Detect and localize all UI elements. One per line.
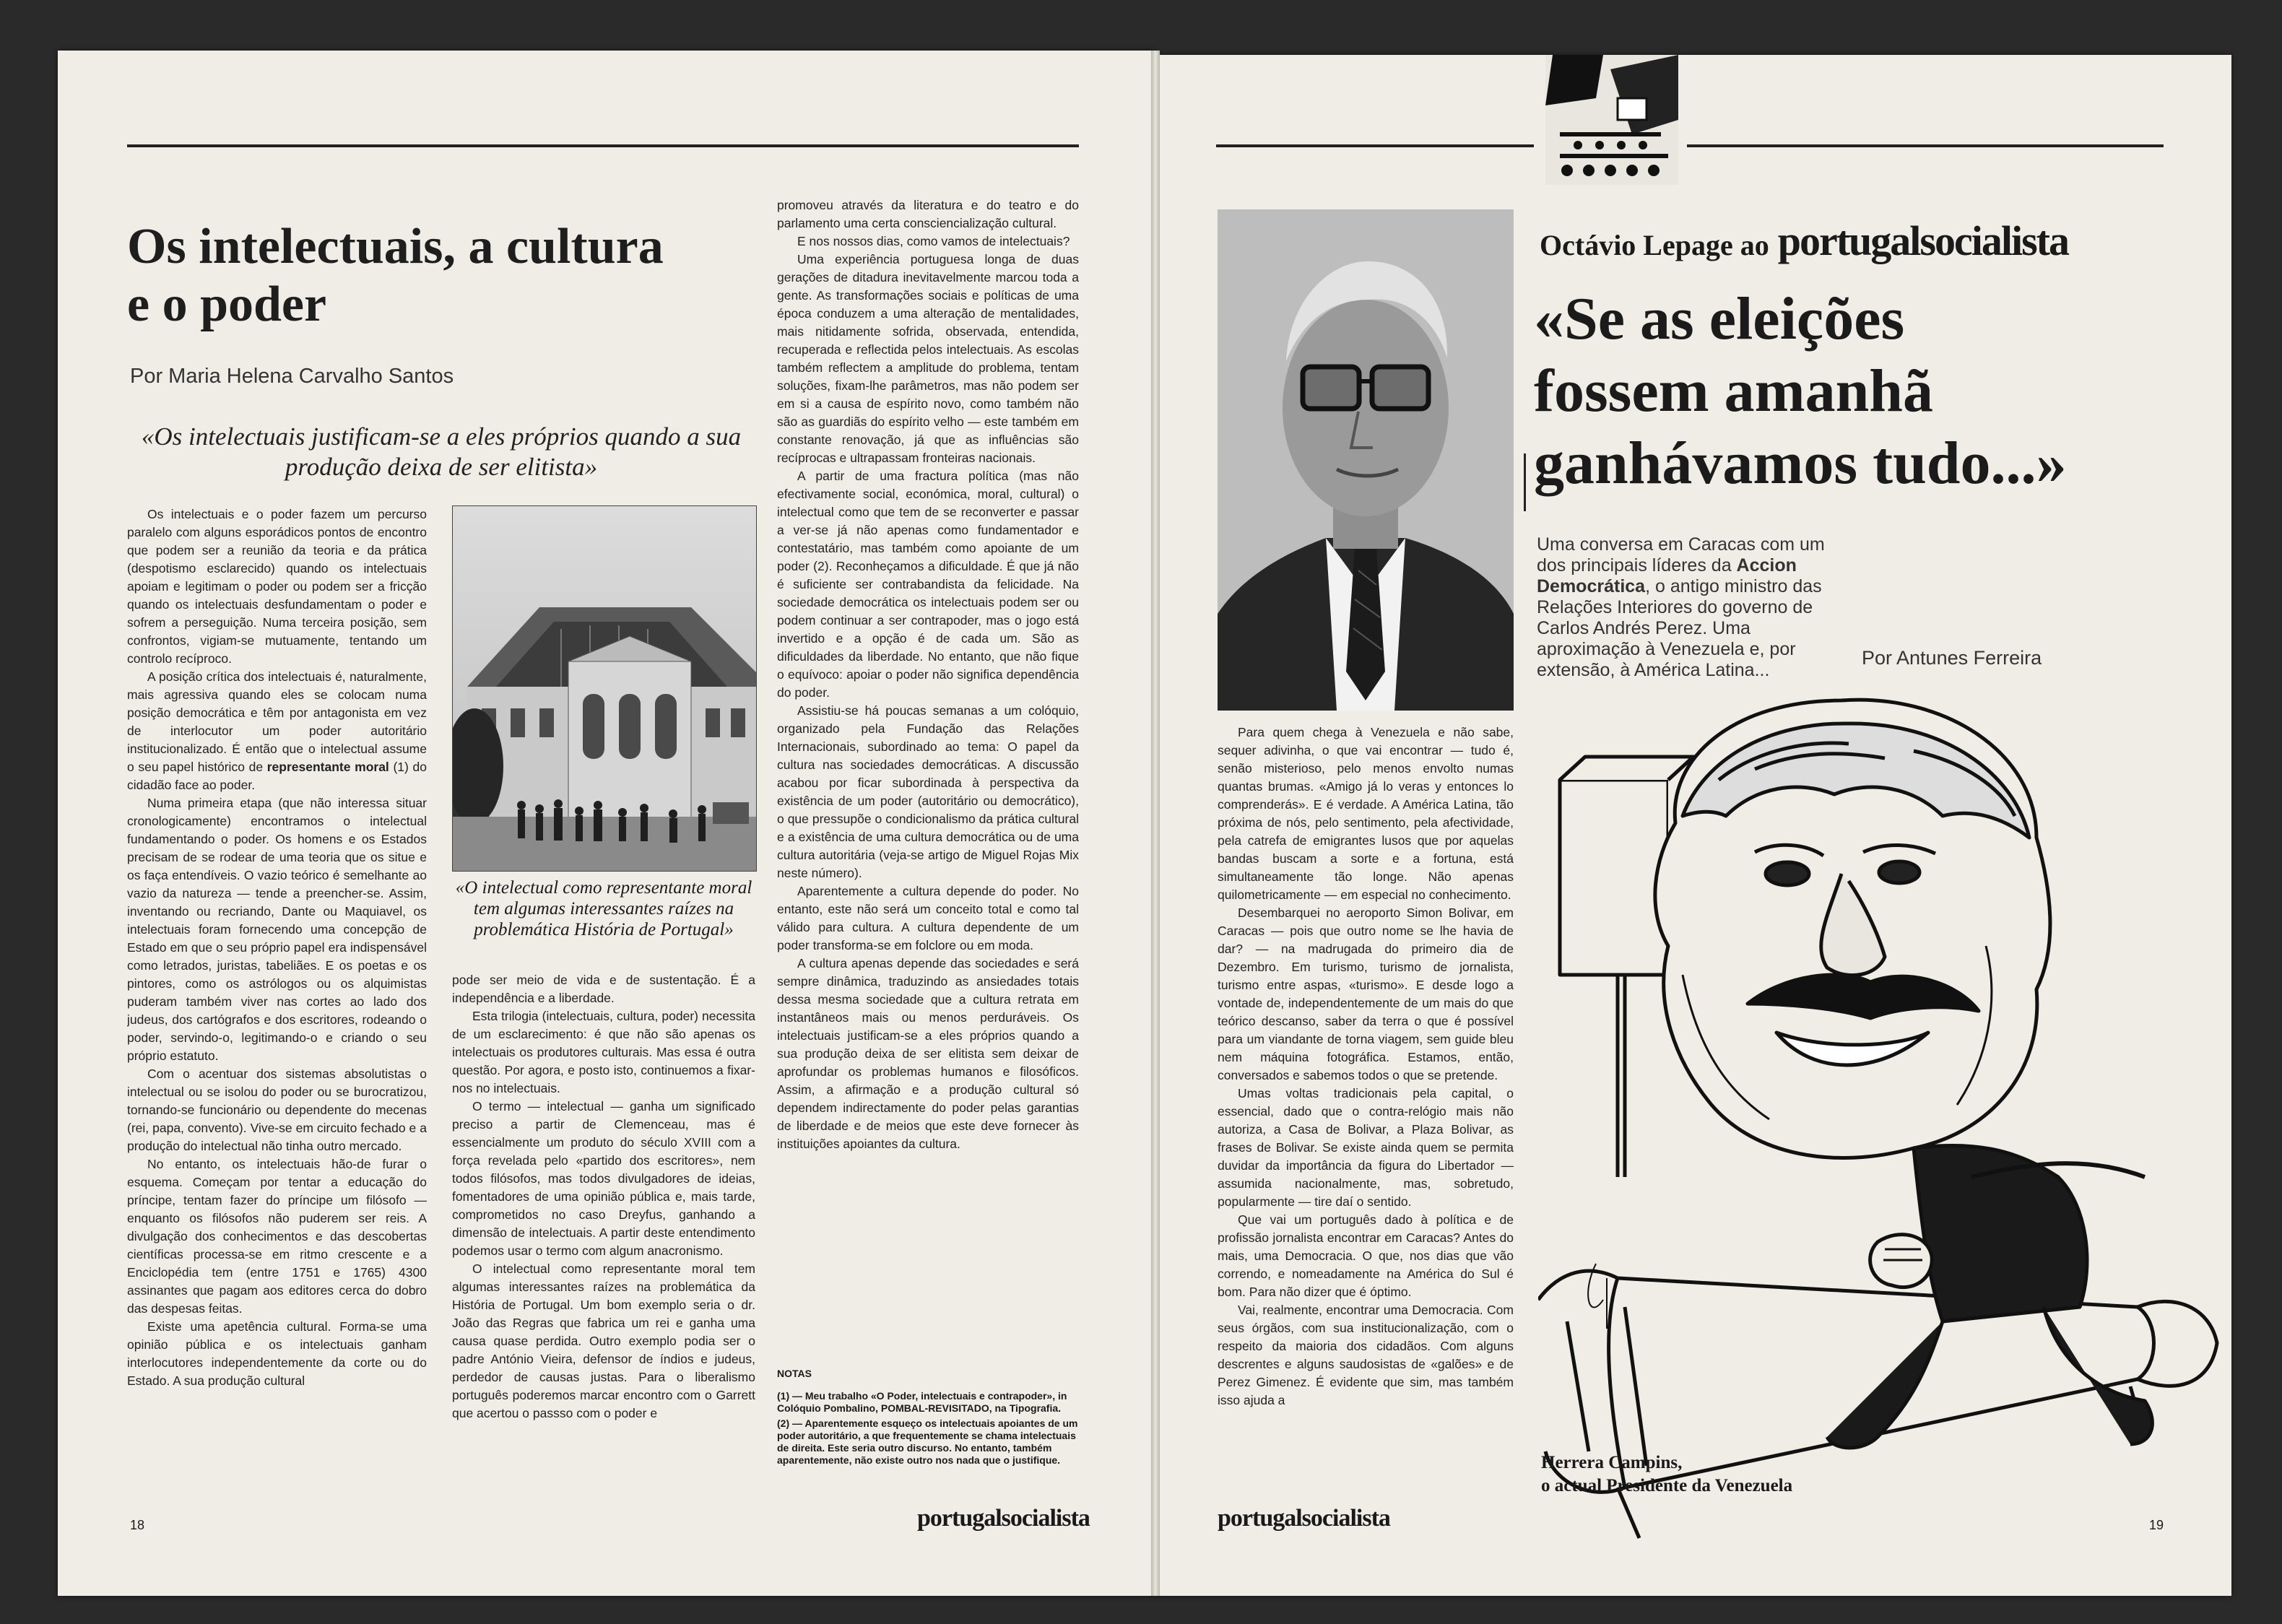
caption-line-1: Herrera Campins, xyxy=(1541,1453,1683,1472)
intro-part-2: , o antigo ministro das Relações Interiores do governo de Carlos Andrés Perez. Uma aproximação à Venezuela e, por extensão, à América Latina... xyxy=(1537,576,1822,680)
title-line-3: ganhávamos tudo...» xyxy=(1534,430,2067,497)
paragraph: Esta trilogia (intelectuais, cultura, poder) necessita de um esclarecimento: é que não são apenas os intelectuais os produtores culturais. Mas essa é outra questão. Por agora, e posto isto, continuemos a fixar-nos no intelectuais. xyxy=(452,1009,755,1095)
paragraph: Vai, realmente, encontrar uma Democracia. Com seus órgãos, com sua institucionalização, com o respeito da maioria dos cidadãos. Com alguns descrentes e alguns saudosistas de «galões» e de Perez Gimenez. É evidente que sim, mas também isso ajuda a xyxy=(1218,1303,1514,1407)
paragraph: A posição crítica dos intelectuais é, naturalmente, mais agressiva quando eles se colocam numa posição democrática e têm por antagonista em vez de interlocutor um poder autoritário institucionalizado. É então que o intelectual assume o seu papel histórico de representante moral (1) do cidadão face ao poder. xyxy=(127,669,427,792)
top-rule xyxy=(127,144,1079,147)
footer-brand-right: portugalsocialista xyxy=(1218,1505,1390,1532)
paragraph: Desembarquei no aeroporto Simon Bolivar, em Caracas — pois que outro nome se lhe havia de dar? — na madrugada do primeiro dia de Dezembro. Em turismo, turismo de jornalista, turismo entre aspas, «turismo». E desde logo a vontade de, independentemente de um mais do que teórico descanso, saber da terra o que é possível para um viandante de torna viagem, sem guide bleu nem máquina fotográfica. Estamos, então, conversados e sabemos todos o que se pretende. xyxy=(1218,906,1514,1082)
paragraph: Uma experiência portuguesa longa de duas gerações de ditadura inevitavelmente marcou toda a gente. As transformações sociais e políticas de uma época conduzem a uma alteração de mentalidades, mais nitidamente sofrida, observada, entendida, recuperada e reflectida pelos intelectuais. As escolas também reflectem a amplitude do problema, tentam soluções, fixam-lhe parâmetros, mas não podem ser em si a causa de espírito novo, como também não são as guardiãs do espírito velho — este também em constante renovação, já que as influências são recíprocas e ultrapassam fronteiras nacionais. xyxy=(777,252,1079,465)
octavio-lepage-portrait xyxy=(1218,209,1514,711)
notes-section xyxy=(777,1368,1079,1467)
top-rule-left-segment xyxy=(1216,144,1534,147)
paragraph: E nos nossos dias, como vamos de intelectuais? xyxy=(797,234,1070,248)
right-column-1 xyxy=(1218,724,1514,1496)
binding-gutter xyxy=(1151,51,1160,1596)
herrera-campins-caricature xyxy=(1538,672,2231,1553)
paragraph: A cultura apenas depende das sociedades e será sempre dinâmica, traduzindo as ansiedades totais dessa mesma sociedade que a cultura retrata em instantâneos mais ou menos perduráveis. Os intelectuais justificam-se a eles próprios quando a sua produção deixa de ser elitista sem deixar de aprofundar os problemas humanos e filosóficos. Assim, a afirmação e a produção cultural só dependem indirectamente do poder pelas garantias de liberdade e de meios que este deve fornecer às instituições apoiantes da cultura. xyxy=(777,956,1079,1151)
cartoon-caption xyxy=(1541,1451,1792,1498)
paragraph: Existe uma apetência cultural. Forma-se uma opinião pública e os intelectuais ganham interlocutores independentemente da corte ou do Estado. A sua produção cultural xyxy=(127,1319,427,1388)
byline-right: Por Antunes Ferreira xyxy=(1862,647,2042,669)
page-number-left: 18 xyxy=(130,1518,145,1532)
note-2: (2) — Aparentemente esqueço os intelectuais apoiantes de um poder autoritário, a que frequentemente se chama intelectuais de direita. Este seria outro discurso. No entanto, também aparentemente, não existe outro nos nada que o justifique. xyxy=(777,1417,1078,1466)
notes-title: NOTAS xyxy=(777,1368,812,1379)
caricature-illustration xyxy=(1538,672,2231,1553)
paragraph: pode ser meio de vida e de sustentação. É a independência e a liberdade. xyxy=(452,973,755,1005)
university-building-image xyxy=(453,506,756,871)
typewriter-ornament xyxy=(1545,55,1678,185)
paragraph: Numa primeira etapa (que não interessa situar cronologicamente) encontramos o intelectual fundamentando o poder. Os homens e os Estados precisam de se rodear de uma teoria que os situe e os faça entendíveis. O vazio teórico é semelhante ao vazio da natureza — tende a preencher-se. Assim, inventando ou recriando, Dante ou Maquiavel, os intelectuais foram fornecendo uma concepção de Estado em que o seu próprio papel era indispensável como letrados, juristas, tabeliães. E os poetas e os pintores, como os astrólogos ou os alquimistas puderam também viver nas cortes ao lado dos judeus, dos cartógrafos e dos escritores, rodeando o poder, servindo-o, legitimando-o e criando o seu próprio estatuto. xyxy=(127,796,427,1063)
paragraph: Umas voltas tradicionais pela capital, o essencial, dado que o contra-relógio mais não autoriza, a Casa de Bolivar, a Plaza Bolivar, as frases de Bolivar. Se existe ainda quem se permita duvidar da importância da figura do Libertador — assumida nacionalmente, mas, sobretudo, popularmente — tire daí o sentido. xyxy=(1218,1086,1514,1209)
paragraph: No entanto, os intelectuais hão-de furar o esquema. Começam por tentar a educação do príncipe, tentam fazer do príncipe um filósofo — enquanto os filósofos não puderem ser reis. A divulgação dos conhecimentos e das descobertas científicas processa-se em ritmo crescente e a Enciclopédia tem (entre 1751 e 1765) 4300 assinantes que pagam aos editores cerca do dobro das despesas feitas. xyxy=(127,1157,427,1316)
title-side-rule xyxy=(1524,453,1526,511)
kicker xyxy=(1540,217,2068,265)
title-line-2: fossem amanhã xyxy=(1534,357,1934,425)
title-line-2: e o poder xyxy=(127,277,327,332)
typewriter-icon xyxy=(1545,55,1678,185)
article-title xyxy=(127,218,664,334)
byline: Por Maria Helena Carvalho Santos xyxy=(130,365,454,388)
paragraph: Com o acentuar dos sistemas absolutistas o intelectual ou se isolou do poder ou se burocratizou, tornando-se funcionário ou dependente do mecenas (rei, papa, convento). Vive-se em circuito fechado e a produção do intelectual não tinha outro mercado. xyxy=(127,1067,427,1153)
interview-title xyxy=(1534,283,2067,500)
photo-caption: «O intelectual como representante moral tem algumas interessantes raízes na problemática História de Portugal» xyxy=(455,878,752,939)
note-1: (1) — Meu trabalho «O Poder, intelectuais e contrapoder», in Colóquio Pombalino, POMBAL-REVISITADO, na Tipografia. xyxy=(777,1390,1067,1414)
caption-line-2: o actual Presidente da Venezuela xyxy=(1541,1476,1793,1495)
portrait-photo xyxy=(1218,209,1514,711)
title-line-1: «Se as eleições xyxy=(1534,285,1905,352)
left-column-2 xyxy=(452,971,755,1501)
paragraph: O intelectual como representante moral tem algumas interessantes raízes na problemática da História de Portugal. Um bom exemplo seria o dr. João das Regras que fabrica um rei e ganha uma causa quase perdida. Outro exemplo podia ser o padre António Vieira, defensor de índios e judeus, perdedor de causas justas. Para o liberalismo português poderemos marcar encontro com o Garrett que acertou o passso com o poder e xyxy=(452,1262,755,1420)
page-number-right: 19 xyxy=(2149,1518,2164,1532)
paragraph: Aparentemente a cultura depende do poder. No entanto, este não será um conceito total e como tal válido para cultura. A cultura dependente de um poder transforma-se em folclore ou em moda. xyxy=(777,884,1079,952)
paragraph: Que vai um português dado à política e de profissão jornalista encontrar em Caracas? Antes do mais, uma Democracia. O que, nos dias que vão correndo, e nomeadamente na América do Sul é bom. Para não dizer que é óptimo. xyxy=(1218,1212,1514,1299)
paragraph: A partir de uma fractura política (mas não efectivamente social, económica, moral, cultural) o intelectual como que tem de se reconverter e passar a ver-se já não apenas como fundamentador e contestatário, mas também como apoiante de um poder (2). Reconheçamos a dificuldade. É que já não é suficiente ser contrabandista da felicidade. Na sociedade democrática os intelectuais podem ser ou podem continuar a ser contrapoder, mas o jogo está invertido e a opção é de cada um. São as dificuldades da liberdade. No entanto, que não fique o equívoco: apoiar o poder não significa dependência do poder. xyxy=(777,469,1079,700)
intro-party-name: Accion Democrática xyxy=(1537,555,1797,596)
lead-quote: «Os intelectuais justificam-se a eles próprios quando a sua produção deixa de ser elitista» xyxy=(141,422,742,481)
intro-text xyxy=(1537,534,1840,681)
kicker-brand: portugalsocialista xyxy=(1777,217,2068,264)
left-column-1 xyxy=(127,505,427,1501)
paragraph: Para quem chega à Venezuela e não sabe, sequer adivinha, o que vai encontrar — tudo é, senão misterioso, pelo menos envolto numas quantas brumas. «Amigo já lo veras y entonces lo comprenderás». E é verdade. A América Latina, tão próxima de nós, pelo sentimento, pela afectividade, pela catrefa de emigrantes lusos que por aquelas bandas buscam a sorte e a fortuna, está simultaneamente tão longe. Não apenas quilometricamente — em especial no conhecimento. xyxy=(1218,725,1514,902)
paragraph: Os intelectuais e o poder fazem um percurso paralelo com alguns esporádicos pontos de encontro que podem ser a reunião da teoria e da prática (despotismo esclarecido) quando os intelectuais apoiam e legitimam o poder ou podem ser a fricção quando os intelectuais desfundamentam o poder e sofrem a perseguição. Numa terceira posição, sem confrontos, vigiam-se mutuamente, tentando um controlo recíproco. xyxy=(127,507,427,666)
emphasis: representante moral xyxy=(266,760,389,774)
left-column-3 xyxy=(777,196,1079,1352)
paragraph: Assistiu-se há poucas semanas a um colóquio, organizado pela Fundação das Relações Internacionais, subordinado ao tema: O papel da cultura nas sociedades democráticas. A discussão acabou por ficar subordinada à perspectiva da existência de um poder (autoritário ou democrático), o que pressupõe o condicionalismo da prática cultural e a existência de uma cultura democrática ou de uma cultura autoritária (veja-se artigo de Miguel Rojas Mix neste número). xyxy=(777,703,1079,880)
building-photo xyxy=(452,505,757,872)
paragraph: promoveu através da literatura e do teatro e do parlamento uma certa consciencialização cultural. xyxy=(777,198,1079,230)
title-line-1: Os intelectuais, a cultura xyxy=(127,219,664,274)
paragraph: O termo — intelectual — ganha um significado preciso a partir de Clemenceau, mas é essencialmente um produto do século XVIII com a força revelada pelo «partido dos escritores», nem todos filósofos, mas todos divulgadores de ideias, fomentadores de uma opinião pública e, mais tarde, comprometidos no caso Dreyfus, ganhando a dimensão de intelectuais. A partir deste entendimento podemos usar o termo com algum anacronismo. xyxy=(452,1099,755,1258)
footer-brand-left: portugalsocialista xyxy=(917,1505,1090,1532)
intro-part-1: Uma conversa em Caracas com um dos principais líderes da xyxy=(1537,534,1825,576)
kicker-text: Octávio Lepage ao xyxy=(1540,229,1769,261)
top-rule-right-segment xyxy=(1687,144,2164,147)
